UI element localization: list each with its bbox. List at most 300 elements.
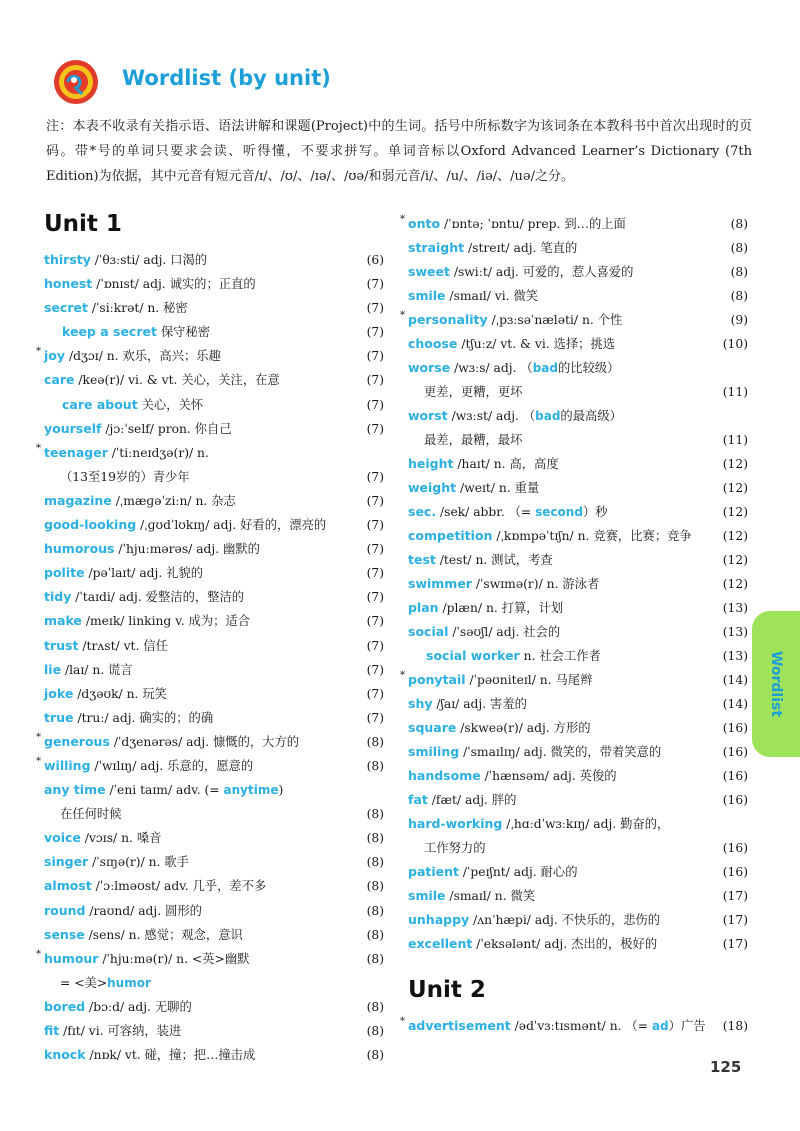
wordlist-entry xyxy=(408,260,748,284)
page-ref: (16) xyxy=(722,721,748,735)
headword[interactable]: unhappy xyxy=(408,912,470,927)
page-ref: (8) xyxy=(730,265,748,279)
wordlist-entry xyxy=(408,788,748,812)
headword[interactable]: swimmer xyxy=(408,576,472,591)
right-column xyxy=(400,212,748,1038)
entry-continuation: 更差，更糟，更坏 xyxy=(424,385,523,399)
entry-definition: /ˈpəʊniteɪl/ n. 马尾辫 xyxy=(465,673,593,687)
entry-definition: /ˈtaɪdi/ adj. 爱整洁的，整洁的 xyxy=(71,590,245,605)
wordlist-entry xyxy=(408,644,748,668)
entry-text xyxy=(44,368,384,392)
entry-definition: /ˈɒnɪst/ adj. 诚实的；正直的 xyxy=(92,277,256,292)
entry-definition: /vɔɪs/ n. 嗓音 xyxy=(80,831,162,846)
headword[interactable]: good-looking xyxy=(44,517,137,533)
entry-definition: /ʃaɪ/ adj. 害羞的 xyxy=(432,697,527,711)
entry-definition-tail: ）秒 xyxy=(582,505,608,519)
entry-text xyxy=(44,296,384,320)
entry-definition: /ˌkɒmpəˈtɪʃn/ n. 竞赛，比赛；竞争 xyxy=(492,529,692,543)
entry-definition: /ˈhjuːmərəs/ adj. 幽默的 xyxy=(114,542,260,557)
entry-text xyxy=(408,476,748,500)
wordlist-entry xyxy=(44,537,384,561)
page-number: 125 xyxy=(710,1058,742,1076)
wordlist-entry xyxy=(44,850,384,874)
page-ref: (12) xyxy=(722,553,748,567)
wordlist-entry xyxy=(400,308,748,332)
page-ref: (8) xyxy=(366,951,384,966)
headword[interactable]: fit xyxy=(44,1023,60,1038)
entry-definition-tail: 的最高级） xyxy=(560,409,622,423)
entry-definition: /sens/ n. 感觉；观念，意识 xyxy=(84,927,243,942)
entry-text xyxy=(408,644,748,668)
page-ref: (7) xyxy=(366,397,384,412)
wordlist-entry xyxy=(44,585,384,609)
entry-text xyxy=(408,332,748,356)
page-ref: (8) xyxy=(366,855,384,870)
headword[interactable]: humorous xyxy=(44,541,115,557)
entry-text xyxy=(44,682,384,706)
entry-text xyxy=(44,441,384,465)
entry-definition-tail: ）广告 xyxy=(668,1019,706,1033)
headword[interactable]: patient xyxy=(408,864,459,879)
entry-text xyxy=(408,428,748,452)
headword[interactable]: round xyxy=(44,902,86,918)
page-ref: (8) xyxy=(366,1024,384,1038)
wordlist-entry xyxy=(44,296,384,320)
headword[interactable]: personality xyxy=(408,312,488,327)
headword[interactable]: shy xyxy=(408,696,433,711)
entry-definition: /dʒəʊk/ n. 玩笑 xyxy=(73,686,167,701)
entry-definition: /jɔːˈself/ pron. 你自己 xyxy=(101,421,232,436)
asterisk-mark: * xyxy=(36,755,41,767)
entry-text xyxy=(408,380,748,404)
entry-definition: /ˈwɪlɪŋ/ adj. 乐意的，愿意的 xyxy=(90,758,254,773)
headword[interactable]: plan xyxy=(408,600,439,615)
left-column xyxy=(36,208,384,1067)
entry-text xyxy=(44,899,384,923)
wordlist-entry xyxy=(408,716,748,740)
wordlist-entry xyxy=(408,236,748,260)
entry-definition: /weɪt/ n. 重量 xyxy=(456,481,540,495)
wordlist-entry xyxy=(408,740,748,764)
headword[interactable]: magazine xyxy=(44,492,112,508)
entry-definition: /ˌmæɡəˈziːn/ n. 杂志 xyxy=(111,493,236,508)
page-ref: (12) xyxy=(722,457,748,471)
wordlist-entry xyxy=(44,899,384,923)
entry-definition: /truː/ adj. 确实的；的确 xyxy=(73,710,214,725)
page-ref: (7) xyxy=(366,277,384,292)
page-ref: (8) xyxy=(366,927,384,942)
headword[interactable]: smiling xyxy=(408,744,460,759)
headword[interactable]: keep a secret xyxy=(62,324,157,340)
headword[interactable]: worse xyxy=(408,360,451,375)
page-ref: (16) xyxy=(722,865,748,879)
entry-definition: /smaɪl/ n. 微笑 xyxy=(445,889,536,903)
wordlist-entry xyxy=(408,380,748,404)
entry-definition-tail: ) xyxy=(278,783,284,798)
wordlist-entry xyxy=(44,1019,384,1043)
page-ref: (7) xyxy=(366,469,384,484)
entry-text xyxy=(44,1019,384,1043)
wordlist-entry xyxy=(44,393,384,417)
entry-continuation: 最差，最糟，最坏 xyxy=(424,433,523,447)
entry-definition: /ˌɡʊdˈlʊkɪŋ/ adj. 好看的，漂亮的 xyxy=(136,518,327,533)
cross-ref-word: ad xyxy=(651,1019,669,1033)
headword[interactable]: thirsty xyxy=(44,252,91,267)
entry-definition: /pəˈlaɪt/ adj. 礼貌的 xyxy=(84,566,204,581)
headword[interactable]: almost xyxy=(44,878,92,894)
entry-text xyxy=(44,850,384,874)
entry-definition: /skweə(r)/ adj. 方形的 xyxy=(456,721,591,735)
headword[interactable]: smile xyxy=(408,888,446,903)
headword[interactable]: test xyxy=(408,552,436,567)
intro-note: 注：本表不收录有关指示语、语法讲解和课题(Project)中的生词。括号中所标数字为该词条在本教科书中首次出现时的页码。带*号的单词只要求会读、听得懂，不要求拼写。单词音标以Oxford Advanced Learner’s Dictionary (7th Edition)为依据，其中元音有短元音/ɪ/、/ʊ/、/ɪə/、/ʊə/和弱元音/i/、/u/、/iə/、/uə/之分。 xyxy=(46,119,752,184)
headword[interactable]: teenager xyxy=(44,444,108,460)
entry-definition: /nɒk/ vt. 碰，撞；把…撞击成 xyxy=(85,1048,256,1063)
entry-definition: /fɪt/ vi. 可容纳，装进 xyxy=(59,1024,182,1038)
entry-text xyxy=(44,561,384,585)
page-title: Wordlist (by unit) xyxy=(122,66,331,90)
asterisk-mark: * xyxy=(400,214,405,225)
wordlist-entry xyxy=(408,524,748,548)
entry-definition: /wɜːst/ adj. （ xyxy=(447,409,536,423)
cross-ref-word: bad xyxy=(532,361,558,375)
entry-text xyxy=(44,248,384,272)
wordlist-entry xyxy=(44,272,384,296)
entry-text xyxy=(408,692,748,716)
wordlist-entry xyxy=(36,730,384,754)
entry-text xyxy=(44,778,384,802)
entry-definition: /ˈpeɪʃnt/ adj. 耐心的 xyxy=(459,865,578,879)
entry-text xyxy=(408,716,748,740)
page-ref: (11) xyxy=(722,385,748,399)
entry-text xyxy=(408,1014,748,1038)
page-ref: (14) xyxy=(722,673,748,687)
headword[interactable]: sec. xyxy=(408,504,437,519)
asterisk-mark: * xyxy=(400,1016,405,1027)
entry-text xyxy=(44,465,384,489)
entry-text xyxy=(44,272,384,296)
entry-text xyxy=(44,706,384,730)
wordlist-entry xyxy=(44,465,384,489)
page-ref: (7) xyxy=(366,518,384,533)
page-ref: (7) xyxy=(366,349,384,364)
wordlist-entry xyxy=(408,692,748,716)
page-ref: (7) xyxy=(366,710,384,725)
entry-definition: /trʌst/ vt. 信任 xyxy=(78,638,168,653)
headword[interactable]: humour xyxy=(44,950,99,966)
entry-text xyxy=(44,320,384,344)
entry-definition: /keə(r)/ vi. & vt. 关心，关注，在意 xyxy=(74,373,280,388)
page-ref: (8) xyxy=(730,241,748,255)
headword[interactable]: bored xyxy=(44,998,86,1014)
headword[interactable]: square xyxy=(408,720,457,735)
headword[interactable]: competition xyxy=(408,528,493,543)
entry-continuation: = <美> xyxy=(60,975,108,990)
page-ref: (8) xyxy=(366,807,384,822)
entry-text xyxy=(44,754,384,778)
entry-definition: /ˈsɪŋə(r)/ n. 歌手 xyxy=(88,855,189,870)
headword[interactable]: sense xyxy=(44,926,85,942)
entry-definition: /haɪt/ n. 高，高度 xyxy=(453,457,559,471)
wordlist-entry xyxy=(36,441,384,465)
wordlist-entry xyxy=(44,368,384,392)
entry-text xyxy=(408,908,748,932)
entry-text xyxy=(44,874,384,898)
headword[interactable]: choose xyxy=(408,336,458,351)
entry-text xyxy=(408,884,748,908)
wordlist-entry xyxy=(36,344,384,368)
headword[interactable]: singer xyxy=(44,854,89,870)
wordlist-entry xyxy=(44,561,384,585)
entry-definition: /test/ n. 测试，考查 xyxy=(435,553,553,567)
headword[interactable]: joy xyxy=(44,348,66,364)
wordlist-entry xyxy=(408,836,748,860)
wordlist-entry xyxy=(44,971,384,995)
headword[interactable]: any time xyxy=(44,782,106,798)
entry-text xyxy=(408,308,748,332)
entry-continuation: 工作努力的 xyxy=(424,841,486,855)
asterisk-mark: * xyxy=(36,346,41,358)
headword[interactable]: height xyxy=(408,456,454,471)
headword[interactable]: worst xyxy=(408,408,448,423)
wordlist-entry xyxy=(408,884,748,908)
unit-heading: Unit 2 xyxy=(408,977,486,1003)
entry-definition: /ˈɔːlməʊst/ adv. 几乎，差不多 xyxy=(91,879,267,894)
page-ref: (11) xyxy=(722,433,748,447)
wordlist-entry xyxy=(44,417,384,441)
entry-definition: /laɪ/ n. 谎言 xyxy=(61,662,133,677)
entry-definition: /sek/ abbr. （= xyxy=(436,505,536,519)
asterisk-mark: * xyxy=(36,442,41,454)
wordlist-entry xyxy=(408,548,748,572)
page-ref: (16) xyxy=(722,745,748,759)
page-ref: (8) xyxy=(366,831,384,846)
entry-text xyxy=(408,764,748,788)
page-ref: (12) xyxy=(722,481,748,495)
wordlist-entry xyxy=(408,452,748,476)
entry-definition: /meɪk/ linking v. 成为；适合 xyxy=(81,614,251,629)
entry-definition: /wɜːs/ adj. （ xyxy=(450,361,533,375)
page-ref: (7) xyxy=(366,614,384,629)
wordlist-entry xyxy=(44,609,384,633)
wordlist-logo-icon xyxy=(52,58,100,106)
wordlist-entry xyxy=(400,212,748,236)
headword[interactable]: social worker xyxy=(426,648,520,663)
entry-text xyxy=(44,537,384,561)
entry-definition: /ˌpɜːsəˈnæləti/ n. 个性 xyxy=(487,313,623,327)
entry-text xyxy=(408,212,748,236)
cross-ref-word: second xyxy=(535,505,583,519)
side-tab-label: Wordlist xyxy=(768,650,784,718)
wordlist-entry xyxy=(44,826,384,850)
entry-text xyxy=(44,634,384,658)
entry-definition: /raʊnd/ adj. 圆形的 xyxy=(85,903,202,918)
entry-definition: /plæn/ n. 打算，计划 xyxy=(438,601,564,615)
entry-text xyxy=(44,1043,384,1067)
entry-text xyxy=(408,932,748,956)
entry-text xyxy=(44,513,384,537)
page-ref: (7) xyxy=(366,638,384,653)
headword[interactable]: fat xyxy=(408,792,428,807)
wordlist-entry xyxy=(44,874,384,898)
entry-definition: /ˈdʒenərəs/ adj. 慷慨的，大方的 xyxy=(109,734,300,749)
page-ref: (16) xyxy=(722,841,748,855)
headword[interactable]: sweet xyxy=(408,264,450,279)
headword[interactable]: willing xyxy=(44,757,91,773)
wordlist-entry xyxy=(44,513,384,537)
wordlist-entry xyxy=(408,404,748,428)
entry-continuation: （13至19岁的）青少年 xyxy=(60,469,190,484)
entry-text xyxy=(44,923,384,947)
headword[interactable]: yourself xyxy=(44,420,102,436)
entry-definition: 保守秘密 xyxy=(156,325,211,340)
entry-definition: /ˈswɪmə(r)/ n. 游泳者 xyxy=(471,577,600,591)
page-ref: (17) xyxy=(722,889,748,903)
entry-text xyxy=(408,836,748,860)
wordlist-entry xyxy=(408,860,748,884)
wordlist-entry xyxy=(408,356,748,380)
wordlist-entry xyxy=(36,947,384,971)
page-ref: (9) xyxy=(730,313,748,327)
page-ref: (10) xyxy=(722,337,748,351)
headword[interactable]: lie xyxy=(44,661,62,677)
wordlist-entry xyxy=(44,634,384,658)
headword[interactable]: advertisement xyxy=(408,1018,511,1033)
headword[interactable]: onto xyxy=(408,216,441,231)
wordlist-entry xyxy=(408,908,748,932)
wordlist-entry xyxy=(44,489,384,513)
entry-text xyxy=(408,572,748,596)
wordlist-entry xyxy=(44,248,384,272)
headword[interactable]: honest xyxy=(44,276,93,292)
entry-text xyxy=(408,668,748,692)
page-ref: (7) xyxy=(366,373,384,388)
entry-definition: /ˈhænsəm/ adj. 英俊的 xyxy=(480,769,617,783)
wordlist-entry xyxy=(408,764,748,788)
wordlist-entry xyxy=(44,658,384,682)
entry-definition: /ˈɒntə; ˈɒntu/ prep. 到…的上面 xyxy=(440,217,626,231)
page-ref: (7) xyxy=(366,662,384,677)
entry-text xyxy=(408,524,748,548)
entry-text xyxy=(44,658,384,682)
cross-ref-word: bad xyxy=(535,409,561,423)
entry-text xyxy=(408,284,748,308)
entry-text xyxy=(44,826,384,850)
page-ref: (17) xyxy=(722,937,748,951)
entry-text xyxy=(44,585,384,609)
headword[interactable]: joke xyxy=(44,685,74,701)
entry-definition-tail: 的比较级） xyxy=(557,361,620,375)
entry-definition: /dʒɔɪ/ n. 欢乐，高兴；乐趣 xyxy=(65,349,221,364)
entry-text xyxy=(408,356,748,380)
entry-definition: /fæt/ adj. 胖的 xyxy=(427,793,517,807)
entry-text xyxy=(408,620,748,644)
entry-text xyxy=(408,452,748,476)
entry-definition: /smaɪl/ vi. 微笑 xyxy=(445,289,539,303)
wordlist-entry xyxy=(44,995,384,1019)
headword[interactable]: knock xyxy=(44,1047,86,1063)
page-ref: (12) xyxy=(722,529,748,543)
entry-definition: /ˈeksələnt/ adj. 杰出的，极好的 xyxy=(472,937,658,951)
cross-ref-word: anytime xyxy=(223,783,279,798)
page-ref: (8) xyxy=(730,289,748,303)
entry-definition: n. 社会工作者 xyxy=(519,649,601,663)
entry-definition: /tʃuːz/ vt. & vi. 选择；挑选 xyxy=(457,337,616,351)
headword[interactable]: weight xyxy=(408,480,457,495)
headword[interactable]: smile xyxy=(408,288,446,303)
entry-definition: /ˈtiːneɪdʒə(r)/ n. xyxy=(107,445,209,460)
headword[interactable]: tidy xyxy=(44,589,72,605)
entry-definition: /ˈsiːkrət/ n. 秘密 xyxy=(87,301,188,316)
page-ref: (7) xyxy=(366,421,384,436)
page-ref: (18) xyxy=(722,1019,748,1033)
wordlist-entry xyxy=(408,812,748,836)
entry-text xyxy=(408,788,748,812)
entry-definition: /ədˈvɜːtɪsmənt/ n. （= xyxy=(510,1019,652,1033)
entry-definition: /ˈθɜːsti/ adj. 口渴的 xyxy=(90,253,208,267)
page-ref: (7) xyxy=(366,301,384,316)
page-ref: (8) xyxy=(366,734,384,749)
entry-definition: /ˈhjuːmə(r)/ n. <英>幽默 xyxy=(98,951,250,966)
headword[interactable]: straight xyxy=(408,240,465,255)
page-ref: (13) xyxy=(722,601,748,615)
headword[interactable]: ponytail xyxy=(408,672,466,687)
wordlist-entry xyxy=(44,778,384,802)
page-ref: (7) xyxy=(366,542,384,557)
entry-definition: /ˈsmaɪlɪŋ/ adj. 微笑的，带着笑意的 xyxy=(459,745,662,759)
page-ref: (7) xyxy=(366,566,384,581)
entry-text xyxy=(408,260,748,284)
page-ref: (12) xyxy=(722,505,748,519)
headword[interactable]: trust xyxy=(44,637,79,653)
wordlist-entry xyxy=(408,620,748,644)
wordlist-entry xyxy=(400,668,748,692)
page-ref: (14) xyxy=(722,697,748,711)
headword[interactable]: hard-working xyxy=(408,816,503,831)
entry-text xyxy=(44,393,384,417)
side-tab[interactable] xyxy=(752,611,800,757)
entry-text xyxy=(408,860,748,884)
entry-text xyxy=(408,548,748,572)
entry-text xyxy=(44,609,384,633)
headword[interactable]: care about xyxy=(62,396,138,412)
unit-spacer xyxy=(408,956,748,974)
headword[interactable]: true xyxy=(44,709,74,725)
page-ref: (8) xyxy=(366,1048,384,1063)
cross-ref-word: humor xyxy=(107,975,151,990)
entry-definition: /swiːt/ adj. 可爱的，惹人喜爱的 xyxy=(449,265,634,279)
entry-definition: /ˈeni taɪm/ adv. (= xyxy=(105,783,224,798)
headword[interactable]: generous xyxy=(44,733,110,749)
wordlist-entry xyxy=(408,476,748,500)
page-ref: (13) xyxy=(722,649,748,663)
headword[interactable]: secret xyxy=(44,300,88,316)
page-ref: (7) xyxy=(366,493,384,508)
page-ref: (13) xyxy=(722,625,748,639)
headword[interactable]: voice xyxy=(44,830,81,846)
entry-text xyxy=(408,500,748,524)
headword[interactable]: make xyxy=(44,613,82,629)
headword[interactable]: polite xyxy=(44,565,85,581)
headword[interactable]: social xyxy=(408,624,449,639)
page-ref: (16) xyxy=(722,793,748,807)
wordlist-entry xyxy=(408,572,748,596)
headword[interactable]: excellent xyxy=(408,936,473,951)
page-ref: (12) xyxy=(722,577,748,591)
headword[interactable]: care xyxy=(44,372,75,388)
headword[interactable]: handsome xyxy=(408,768,481,783)
page-ref: (6) xyxy=(366,253,384,267)
